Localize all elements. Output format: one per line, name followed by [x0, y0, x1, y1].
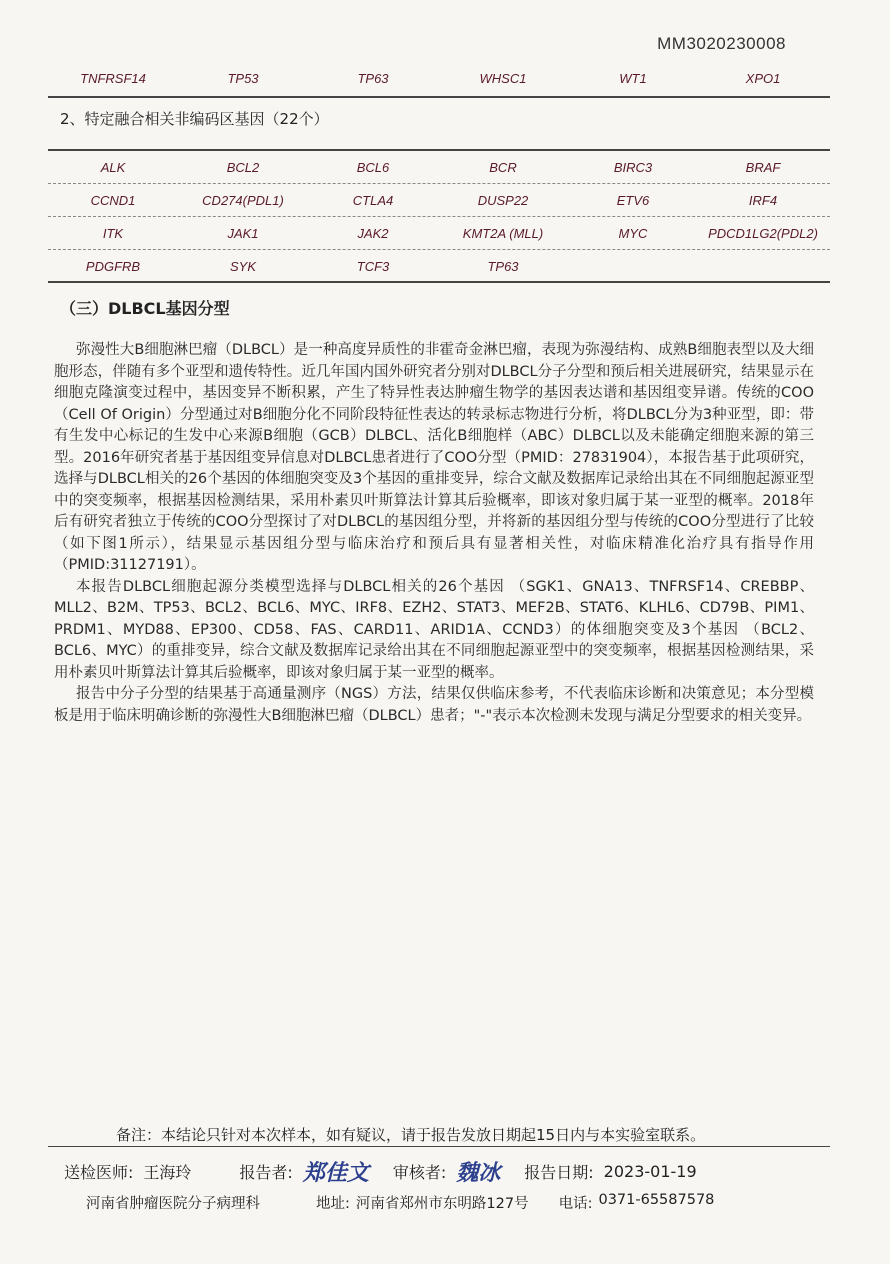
gene-cell: TCF3	[356, 258, 390, 274]
section-title: 2、特定融合相关非编码区基因（22个）	[60, 110, 329, 128]
gene-cell: TP63	[487, 258, 519, 274]
reporter-label: 报告者:	[239, 1163, 293, 1182]
doctor-name: 王海玲	[143, 1163, 192, 1182]
footer-rule	[48, 1146, 830, 1147]
date-label: 报告日期:	[524, 1163, 594, 1182]
gene-cell: ALK	[100, 159, 126, 175]
reviewer-label: 审核者:	[392, 1163, 447, 1182]
address-label: 地址:	[316, 1196, 350, 1212]
gene-cell: TP63	[357, 70, 389, 86]
table-row	[48, 184, 830, 217]
gene-cell: CCND1	[90, 192, 136, 208]
gene-cell: WT1	[619, 70, 647, 86]
gene-cell: BRAF	[745, 159, 781, 175]
gene-cell: PDCD1LG2(PDL2)	[708, 225, 818, 241]
address: 河南省郑州市东明路127号	[355, 1196, 529, 1212]
gene-cell: XPO1	[745, 70, 781, 86]
body-text	[54, 340, 814, 727]
gene-cell: BCL6	[356, 159, 390, 175]
gene-cell: IRF4	[748, 192, 778, 208]
footer-note: 备注：本结论只针对本次样本，如有疑议，请于报告发放日期起15日内与本实验室联系。	[116, 1126, 706, 1144]
gene-cell: ETV6	[616, 192, 650, 208]
phone-label: 电话:	[558, 1196, 593, 1212]
gene-cell: TNFRSF14	[80, 70, 146, 86]
reporter-signature: 郑佳文	[302, 1160, 369, 1186]
gene-cell: JAK1	[227, 225, 259, 241]
institution-line	[86, 1192, 714, 1213]
gene-cell: KMT2A (MLL)	[462, 225, 544, 241]
gene-cell: JAK2	[357, 225, 389, 241]
gene-cell: SYK	[229, 258, 256, 274]
gene-cell: PDGFRB	[85, 258, 141, 274]
gene-cell: BCR	[489, 159, 517, 175]
gene-cell: ITK	[102, 225, 124, 241]
gene-table-fusion	[48, 151, 830, 282]
gene-cell: BIRC3	[613, 159, 653, 175]
gene-cell: DUSP22	[477, 192, 529, 208]
gene-cell: WHSC1	[479, 70, 527, 86]
phone: 0371-65587578	[598, 1192, 715, 1208]
table-bottom-rule	[48, 281, 830, 283]
table-row	[48, 217, 830, 250]
signature-line	[64, 1156, 697, 1187]
section-heading: （三）DLBCL基因分型	[60, 299, 230, 318]
table-row	[48, 151, 830, 184]
paragraph: 报告中分子分型的结果基于高通量测序（NGS）方法，结果仅供临床参考，不代表临床诊断和决策意见；本分型模板是用于临床明确诊断的弥漫性大B细胞淋巴瘤（DLBCL）患者；"-"表示本次检测未发现与满足分型要求的相关变异。	[54, 686, 814, 724]
gene-cell: TP53	[227, 70, 259, 86]
table-bottom-rule	[48, 96, 830, 98]
gene-cell: BCL2	[226, 159, 260, 175]
table-row	[48, 250, 830, 282]
gene-cell: CTLA4	[352, 192, 394, 208]
gene-cell: CD274(PDL1)	[202, 192, 284, 208]
gene-cell: MYC	[618, 225, 648, 241]
reviewer-signature: 魏冰	[456, 1160, 501, 1186]
paragraph: 本报告DLBCL细胞起源分类模型选择与DLBCL相关的26个基因 （SGK1、GNA13、TNFRSF14、CREBBP、MLL2、B2M、TP53、BCL2、BCL6、MYC、IRF8、EZH2、STAT3、MEF2B、STAT6、KLHL6、CD79B、PIM1、PRDM1、MYD88、EP300、CD58、FAS、CARD11、ARID1A、CCND3）的体细胞突变及3个基因 （BCL2、BCL6、MYC）的重排变异，综合文献及数据库记录给出其在不同细胞起源亚型中的突变频率，根据基因检测结果，采用朴素贝叶斯算法计算其后验概率，即该对象归属于某一亚型的概率。	[54, 578, 814, 681]
gene-table-top	[48, 62, 830, 94]
report-date: 2023-01-19	[603, 1162, 697, 1181]
document-id: MM3020230008	[657, 34, 786, 53]
table-row	[48, 62, 830, 94]
institution-name: 河南省肿瘤医院分子病理科	[86, 1196, 260, 1212]
doctor-label: 送检医师:	[64, 1163, 134, 1182]
paragraph: 弥漫性大B细胞淋巴瘤（DLBCL）是一种高度异质性的非霍奇金淋巴瘤，表现为弥漫结构、成熟B细胞表型以及大细胞形态，伴随有多个亚型和遗传特性。近几年国内国外研究者分别对DLBCL分子分型和预后相关进展研究，结果显示在细胞克隆演变过程中，基因变异不断积累，产生了特异性表达肿瘤生物学的基因表达谱和基因组变异谱。传统的COO（Cell Of Origin）分型通过对B细胞分化不同阶段特征性表达的转录标志物进行分析，将DLBCL分为3种亚型，即：带有生发中心标记的生发中心来源B细胞（GCB）DLBCL、活化B细胞样（ABC）DLBCL以及未能确定细胞来源的第三型。2016年研究者基于基因组变异信息对DLBCL患者进行了COO分型（PMID：27831904），本报告基于此项研究，选择与DLBCL相关的26个基因的体细胞突变及3个基因的重排变异，综合文献及数据库记录给出其在不同细胞起源亚型中的突变频率，根据基因检测结果，采用朴素贝叶斯算法计算其后验概率，即该对象归属于某一亚型的概率。2018年后有研究者独立于传统的COO分型探讨了对DLBCL的基因组分型，并将新的基因组分型与传统的COO分型进行了比较（如下图1所示），结果显示基因组分型与临床治疗和预后具有显著相关性，对临床精准化治疗具有指导作用（PMID:31127191）。	[54, 342, 814, 573]
